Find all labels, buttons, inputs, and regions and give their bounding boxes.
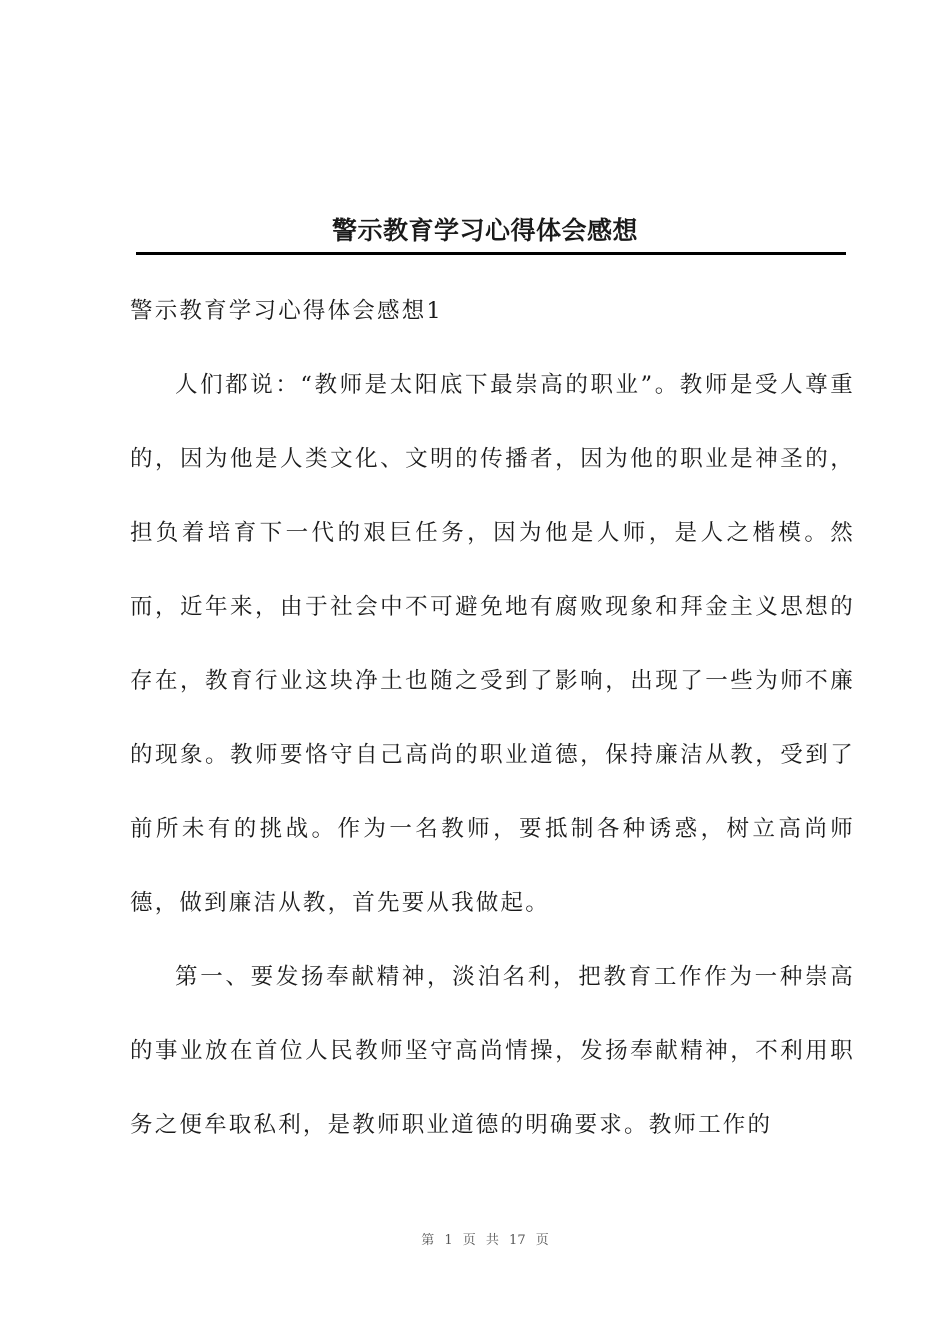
title-divider [136, 252, 846, 255]
paragraph-1: 人们都说：“教师是太阳底下最崇高的职业”。教师是受人尊重的，因为他是人类文化、文明的传播者，因为他的职业是神圣的，担负着培育下一代的艰巨任务，因为他是人师，是人之楷模。然而，近年来，由于社会中不可避免地有腐败现象和拜金主义思想的存在，教育行业这块净土也随之受到了影响，出现了一些为师不廉的现象。教师要恪守自己高尚的职业道德，保持廉洁从教，受到了前所未有的挑战。作为一名教师，要抵制各种诱惑，树立高尚师德，做到廉洁从教，首先要从我做起。 [130, 372, 855, 916]
page-title: 警示教育学习心得体会感想 [331, 215, 638, 245]
paragraph-2: 第一、要发扬奉献精神，淡泊名利，把教育工作作为一种崇高的事业放在首位人民教师坚守高尚情操，发扬奉献精神，不利用职务之便牟取私利，是教师职业道德的明确要求。教师工作的 [130, 964, 855, 1138]
document-body [130, 274, 855, 1162]
page-number-footer: 第 1 页 共 17 页 [421, 1233, 549, 1248]
section-heading: 警示教育学习心得体会感想1 [130, 298, 443, 324]
